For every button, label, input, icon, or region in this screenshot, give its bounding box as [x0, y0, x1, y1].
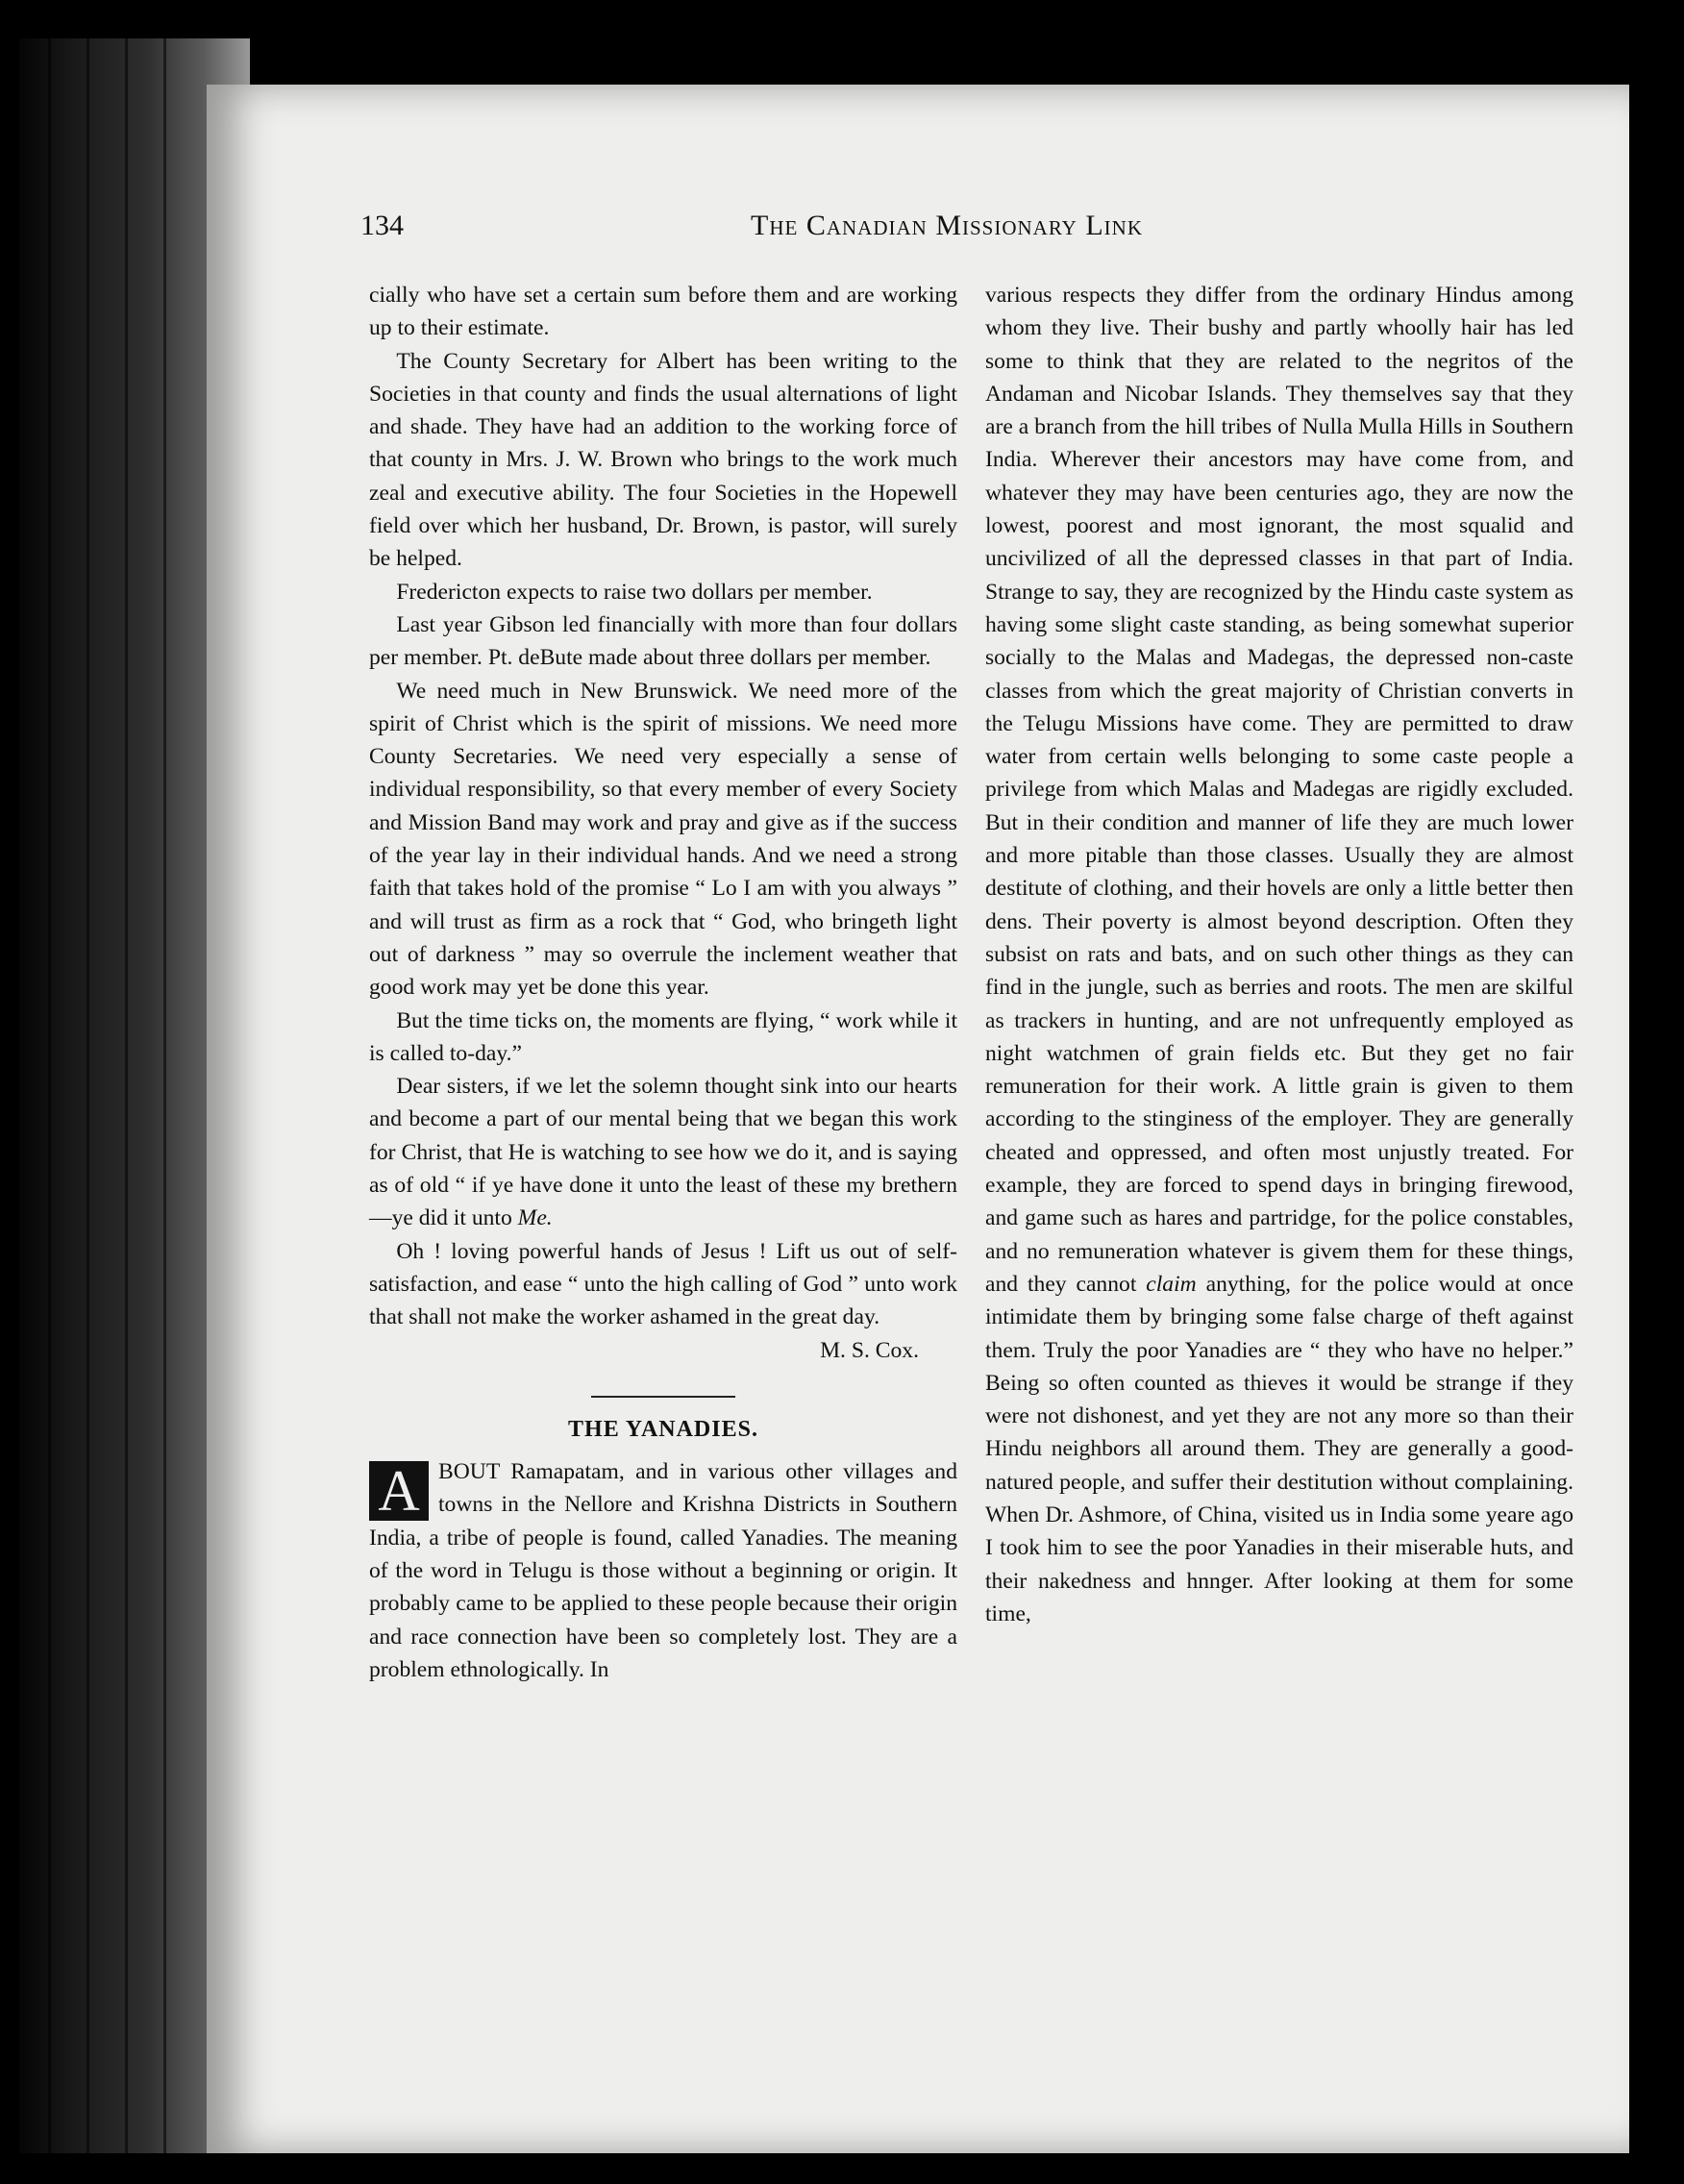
emphasis: claim	[1146, 1271, 1197, 1297]
paragraph: But the time ticks on, the moments are flying, “ work while it is called to-day.”	[369, 1007, 957, 1066]
paragraph	[985, 279, 1573, 1630]
paragraph: Fredericton expects to raise two dollars per member.	[396, 579, 873, 605]
paragraph-text: Dear sisters, if we let the solemn thought sink into our hearts and become a part of our mental being that we began this work for Christ, that He is watching to see how we do it, and is saying as of old “ if ye have done it unto the least of these my brethern—ye did it unto	[369, 1074, 957, 1231]
left-column	[369, 279, 957, 1686]
paragraph	[369, 1070, 957, 1234]
article-title: THE YANADIES.	[568, 1416, 758, 1442]
page-number: 134	[360, 210, 404, 241]
drop-cap: A	[369, 1461, 429, 1521]
running-title: The Canadian Missionary Link	[751, 210, 1143, 241]
divider	[591, 1396, 735, 1398]
page-header	[360, 210, 1533, 248]
paragraph: The County Secretary for Albert has been writing to the Societies in that county and finds the usual alternations of light and shade. They have had an addition to the working force of that county in Mrs. J. W. Brown who brings to the work much zeal and executive ability. The four Societies in the Hopewell field over which her husband, Dr. Brown, is pastor, will surely be helped.	[369, 348, 957, 572]
right-column	[985, 279, 1573, 1630]
page-edge-shadow	[1629, 38, 1684, 2184]
paragraph-text: various respects they differ from the ordinary Hindus among whom they live. Their bushy and partly whoolly hair has led some to think that they are related to the negritos of the Andaman and Nicobar Islands. They themselves say that they are a branch from the hill tribes of Nulla Mulla Hills in Southern India. Wherever their ancestors may have come from, and whatever they may have been centuries ago, they are now the lowest, poorest and most ignorant, the most squalid and uncivilized of all the depressed classes in that part of India. Strange to say, they are recognized by the Hindu caste system as having some slight caste standing, as being somewhat superior socially to the Malas and Madegas, the depressed non-caste classes from which the great majority of Christian converts in the Telugu Missions have come. They are permitted to draw water from certain wells belonging to some caste people a privilege from which Malas and Madegas are rigidly excluded. But in their condition and manner of life they are much lower and more pitable than those classes. Usually they are almost destitute of clothing, and their hovels are only a little better then dens. Their poverty is almost beyond description. Often they subsist on rats and bats, and on such other things as they can find in the jungle, such as berries and roots. The men are skilful as trackers in hunting, and are not unfrequently employed as night watchmen of grain fields etc. But they get no fair remuneration for their work. A little grain is given to them according to the stinginess of the employer. They are generally cheated and oppressed, and often most unjustly treated. For example, they are forced to spend days in bringing firewood, and game such as hares and partridge, for the police constables, and no remuneration whatever is givem them for these things, and they cannot	[985, 283, 1573, 1297]
emphasis: Me.	[517, 1205, 553, 1231]
signature: M. S. Cox.	[820, 1337, 919, 1363]
paragraph-text: anything, for the police would at once intimidate them by bringing some false charge of theft against them. Truly the poor Yanadies are “ they who have no helper.” Being so often counted as thieves it would be strange if they were not dishonest, and yet they are not any more so than their Hindu neighbors all around them. They are generally a good-natured people, and suffer their destitution without complaining. When Dr. Ashmore, of China, visited us in India some yeare ago I took him to see the poor Yanadies in their miserable huts, and their nakedness and hnnger. After looking at them for some time,	[985, 1271, 1573, 1626]
paragraph: Oh ! loving powerful hands of Jesus ! Lift us out of self-satisfaction, and ease “ unto the high calling of God ” unto work that shall not make the worker ashamed in the great day.	[369, 1238, 957, 1330]
paragraph: We need much in New Brunswick. We need more of the spirit of Christ which is the spirit of missions. We need more County Secretaries. We need very especially a sense of individual responsibility, so that every member of every Society and Mission Band may work and pray and give as if the success of the year lay in their individual hands. And we need a strong faith that takes hold of the promise “ Lo I am with you always ” and will trust as firm as a rock that “ God, who bringeth light out of darkness ” may so overrule the inclement weather that good work may yet be done this year.	[369, 678, 957, 1001]
paragraph: BOUT Ramapatam, and in various other villages and towns in the Nellore and Krishna Districts in Southern India, a tribe of people is found, called Yanadies. The meaning of the word in Telugu is those without a beginning or origin. It probably came to be applied to these people because their origin and race connection have been so completely lost. They are a problem ethnologically. In	[369, 1459, 957, 1682]
paragraph: cially who have set a certain sum before them and are working up to their estimate.	[369, 283, 957, 341]
paragraph: Last year Gibson led financially with more than four dollars per member. Pt. deBute made about three dollars per member.	[369, 611, 957, 671]
article-opening	[369, 1455, 957, 1686]
